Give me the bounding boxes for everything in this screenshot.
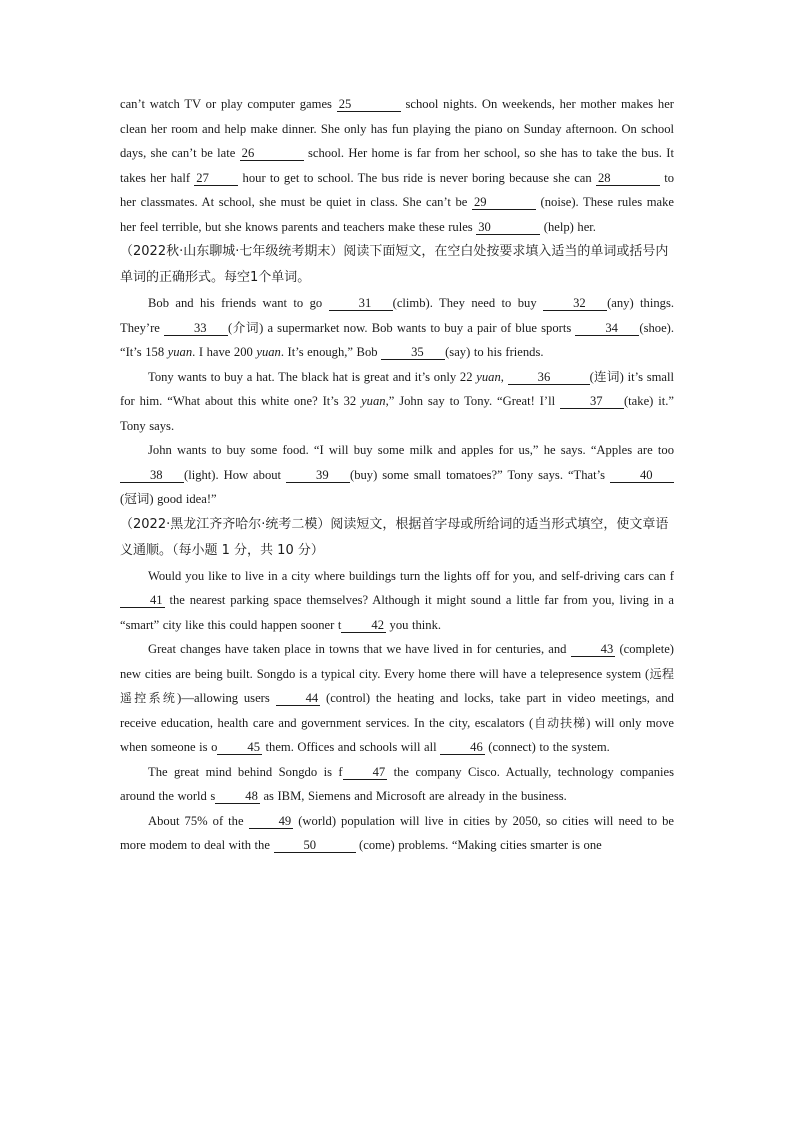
section-2-paragraph-3 [120,438,674,512]
blank-35[interactable]: 35 [381,345,445,360]
yuan-italic: yuan [476,369,501,384]
section-3-header: （2022·黑龙江齐齐哈尔·统考二模）阅读短文，根据首字母或所给词的适当形式填空，使文章语义通顺。（每小题 1 分，共 10 分） [120,516,669,558]
blank-41[interactable]: 41 [120,593,165,608]
text: (shoe). “It’s 158 [120,320,674,359]
text: (any) things. They’re [120,296,674,335]
blank-46[interactable]: 46 [440,740,485,755]
chinese-gloss: 自动扶梯 [533,715,587,730]
text: (control) the heating and locks, take part in video meetings, and receive education, health care and government services. In the city, escalators ( [120,691,674,730]
blank-47[interactable]: 47 [343,765,388,780]
text: (climb). They need to buy [392,296,544,310]
blank-48[interactable]: 48 [215,789,260,804]
blank-40[interactable]: 40 [610,468,674,483]
text: John wants to buy some food. “I will buy some milk and apples for us,” he says. “Apples are too [148,443,674,457]
text: Tony wants to buy a hat. The black hat is great and it’s only 22 [148,369,477,384]
text: school nights. On weekends, her mother makes her clean her room and help make dinner. She only has fun playing the piano on Sunday afternoon. On school days, she can’t be late [120,97,674,160]
section-3-paragraph-1 [120,564,674,638]
text: the company Cisco. Actually, technology companies around the world s [120,764,674,803]
text: them. Offices and schools will all [261,740,441,754]
text: ,” John say to Tony. “Great! I’ll [385,394,560,408]
text: )—allowing users [177,691,276,705]
text: (help) her. [540,219,596,234]
section-3-paragraph-3 [120,760,674,809]
blank-42[interactable]: 42 [341,618,386,633]
text: (介词) a supermarket now. Bob wants to buy a pair of blue sports [228,320,576,335]
blank-38[interactable]: 38 [120,468,184,483]
blank-36[interactable]: 36 [508,370,590,385]
blank-33[interactable]: 33 [164,321,228,336]
text: . I have 200 [192,345,257,359]
text: . It’s enough,” Bob [280,345,382,359]
text: Would you like to live in a city where buildings turn the lights off for you, and self-driving cars can f [148,568,674,583]
section-3-paragraph-4 [120,809,674,858]
yuan-italic: yuan [167,345,193,359]
text: the nearest parking space themselves? Although it might sound a little far from you, living in a “smart” city like this could happen sooner t [120,593,674,632]
blank-37[interactable]: 37 [560,394,624,409]
text: Great changes have taken place in towns that we have lived in for centuries, and [148,642,571,656]
passage-1-paragraph [120,92,674,239]
text: (come) problems. “Making cities smarter is one [355,838,602,852]
blank-44[interactable]: 44 [276,691,321,706]
text: you think. [385,617,442,632]
blank-45[interactable]: 45 [217,740,262,755]
section-2-header: （2022秋·山东聊城·七年级统考期末）阅读下面短文，在空白处按要求填入适当的单词或括号内单词的正确形式。每空1个单词。 [120,244,669,285]
text: (connect) to the system. [484,740,610,754]
blank-29[interactable]: 29 [472,195,536,210]
text: (say) to his friends. [445,345,544,359]
text: (冠词) good idea!” [120,492,217,506]
text: (noise). These rules make her feel terrible, but she knows parents and teachers make these rules [120,195,674,234]
yuan-italic: yuan [256,345,281,359]
text: (buy) some small tomatoes?” Tony says. “That’s [350,467,610,482]
text: (light). How about [184,467,287,482]
blank-26[interactable]: 26 [240,146,304,161]
text: can’t watch TV or play computer games [120,97,337,111]
blank-34[interactable]: 34 [575,321,639,336]
document-page [120,92,674,858]
section-2-paragraph-1 [120,291,674,365]
blank-31[interactable]: 31 [329,296,393,311]
blank-32[interactable]: 32 [543,296,607,311]
text: as IBM, Siemens and Microsoft are already in the business. [259,789,567,803]
text: (连词) it’s small for him. “What about this white one? It’s 32 [120,369,675,408]
blank-25[interactable]: 25 [337,97,401,112]
blank-30[interactable]: 30 [476,220,540,235]
text: (complete) new cities are being built. Songdo is a typical city. Every home there will have a telepresence system ( [120,642,674,681]
blank-39[interactable]: 39 [286,468,350,483]
text: school. Her home is far from her school, so she has to take the bus. It takes her half [120,146,674,185]
text: to her classmates. At school, she must be quiet in class. She can’t be [120,170,674,209]
chinese-gloss: 远程遥控系统 [120,666,674,705]
text: hour to get to school. The bus ride is never boring because she can [238,170,596,185]
text: (take) it.” Tony says. [120,394,674,433]
blank-50[interactable]: 50 [274,838,356,853]
blank-43[interactable]: 43 [571,642,616,657]
text: About 75% of the [148,813,249,828]
blank-49[interactable]: 49 [249,814,294,829]
text: ) will only move when someone is o [120,715,674,754]
section-2-paragraph-2 [120,365,674,439]
yuan-italic: yuan [361,394,386,408]
text: , [500,369,508,384]
text: (world) population will live in cities by 2050, so cities will need to be more modem to deal with the [120,813,674,852]
blank-28[interactable]: 28 [596,171,660,186]
blank-27[interactable]: 27 [194,171,238,186]
text: The great mind behind Songdo is f [148,764,343,779]
text: Bob and his friends want to go [148,296,329,310]
section-3-paragraph-2 [120,637,674,760]
